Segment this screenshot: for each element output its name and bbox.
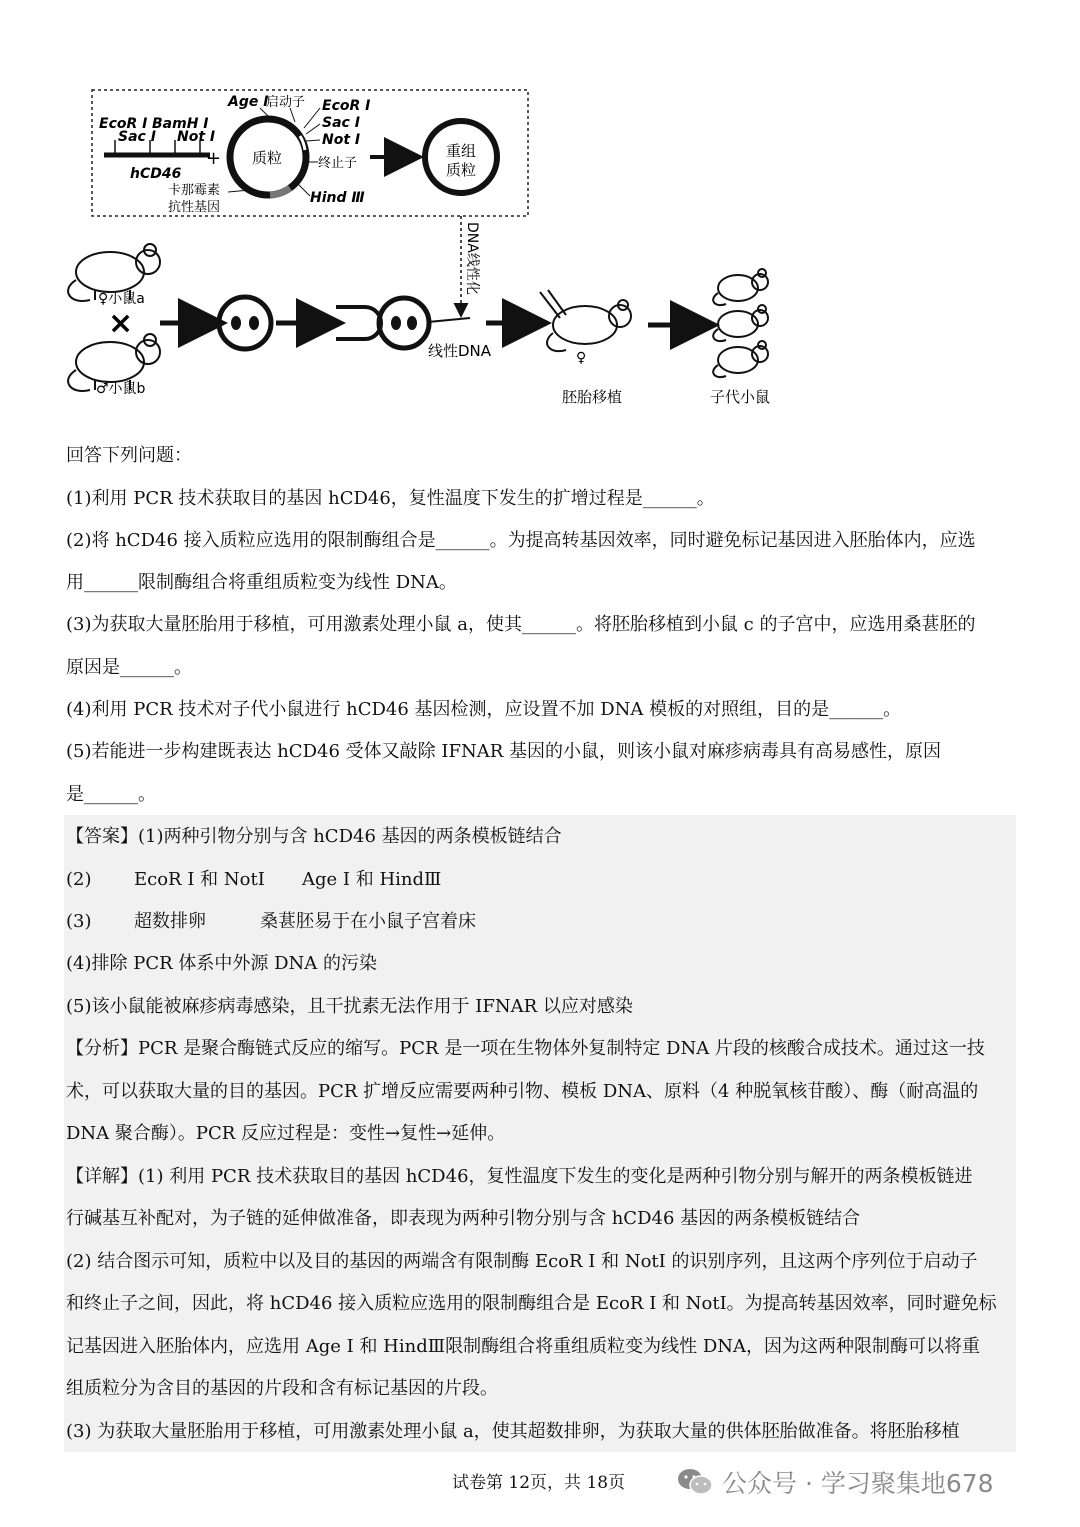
detail-line4: 和终止子之间，因此，将 hCD46 接入质粒应选用的限制酶组合是 EcoR Ⅰ 和 NotI。为提高转基因效率，同时避免标 bbox=[66, 1293, 997, 1314]
watermark bbox=[676, 1464, 994, 1500]
terminator-label: 终止子 bbox=[318, 156, 358, 171]
answer-3-part2: 桑葚胚易于在小鼠子宫着床 bbox=[260, 911, 476, 932]
injection-needle bbox=[428, 318, 470, 322]
enzyme-label-sac1-right: Sac Ⅰ bbox=[322, 115, 360, 131]
plasmid-label: 质粒 bbox=[252, 149, 283, 167]
enzyme-label-ecor1-left: EcoR Ⅰ bbox=[99, 116, 148, 132]
question-3-line1: (3)为获取大量胚胎用于移植，可用激素处理小鼠 a，使其______。将胚胎移植到小鼠 c 的子宫中，应选用桑葚胚的 bbox=[66, 614, 976, 635]
watermark-text: 公众号 · 学习聚集地678 bbox=[722, 1469, 994, 1498]
question-5-line1: (5)若能进一步构建既表达 hCD46 受体又敲除 IFNAR 基因的小鼠，则该小鼠对麻疹病毒具有高易感性，原因 bbox=[66, 741, 941, 762]
analysis-line1: 【分析】PCR 是聚合酶链式反应的缩写。PCR 是一项在生物体外复制特定 DNA 片段的核酸合成技术。通过这一技 bbox=[66, 1038, 985, 1059]
detail-line6: 组质粒分为含目的基因的片段和含有标记基因的片段。 bbox=[66, 1378, 498, 1399]
mouse-b-label: ♂小鼠b bbox=[96, 381, 146, 397]
injected-zygote bbox=[379, 298, 429, 348]
recombinant-label-line1: 重组 bbox=[446, 142, 477, 160]
transfer-label: 胚胎移植 bbox=[562, 388, 623, 406]
answer-3 bbox=[66, 910, 476, 934]
analysis-line3: DNA 聚合酶）。PCR 反应过程是：变性→复性→延伸。 bbox=[66, 1123, 506, 1144]
pipette-holder bbox=[336, 307, 381, 339]
page-footer bbox=[0, 1464, 1080, 1504]
answer-3-number: (3) bbox=[66, 911, 92, 932]
enzyme-label-not1-left: Not Ⅰ bbox=[177, 129, 216, 145]
offspring-label: 子代小鼠 bbox=[710, 388, 771, 406]
kana-label-line1: 卡那霉素 bbox=[168, 183, 221, 198]
mouse-a-label: ♀小鼠a bbox=[98, 291, 145, 307]
analysis-line2: 术，可以获取大量的目的基因。PCR 扩增反应需要两种引物、模板 DNA、原料（4 种脱氧核苷酸）、酶（耐高温的 bbox=[66, 1081, 979, 1102]
age1-label: Age Ⅰ bbox=[228, 94, 269, 110]
recipient-mouse-icon bbox=[540, 290, 631, 351]
answer-2-part1: EcoR Ⅰ 和 NotI bbox=[134, 869, 265, 890]
recombinant-label-line2: 质粒 bbox=[446, 161, 477, 179]
question-3-line2: 原因是______。 bbox=[66, 657, 192, 678]
cross-symbol: × bbox=[108, 306, 134, 341]
enzyme-label-ecor1-right: EcoR Ⅰ bbox=[322, 98, 371, 114]
questions-intro: 回答下列问题： bbox=[66, 445, 192, 466]
page-number: 试卷第 12页，共 18页 bbox=[452, 1473, 626, 1493]
plus-sign: + bbox=[206, 148, 222, 169]
linearization-label: DNA线性化 bbox=[464, 222, 480, 295]
answer-3-part1: 超数排卵 bbox=[134, 911, 206, 932]
recipient-female-symbol: ♀ bbox=[576, 350, 587, 366]
detail-line5: 记基因进入胚胎体内，应选用 Age Ⅰ 和 HindⅢ限制酶组合将重组质粒变为线性 DNA，因为这两种限制酶可以将重 bbox=[66, 1336, 980, 1357]
promoter-label: 启动子 bbox=[266, 95, 306, 110]
experiment-diagram bbox=[0, 0, 1080, 420]
detail-line2: 行碱基互补配对，为子链的延伸做准备，即表现为两种引物分别与含 hCD46 基因的两条模板链结合 bbox=[66, 1208, 861, 1229]
question-2-line2: 用______限制酶组合将重组质粒变为线性 DNA。 bbox=[66, 572, 457, 593]
question-5-line2: 是______。 bbox=[66, 784, 156, 805]
question-1: (1)利用 PCR 技术获取目的基因 hCD46，复性温度下发生的扩增过程是______。 bbox=[66, 488, 715, 509]
enzyme-label-sac1-left: Sac Ⅰ bbox=[118, 129, 156, 145]
linear-dna-label: 线性DNA bbox=[428, 342, 492, 360]
answer-1: 【答案】(1)两种引物分别与含 hCD46 基因的两条模板链结合 bbox=[66, 826, 562, 847]
gene-label: hCD46 bbox=[130, 166, 182, 182]
enzyme-label-bamh1: BamH Ⅰ bbox=[152, 116, 209, 132]
question-4: (4)利用 PCR 技术对子代小鼠进行 hCD46 基因检测，应设置不加 DNA 模板的对照组，目的是______。 bbox=[66, 699, 902, 720]
answer-5: (5)该小鼠能被麻疹病毒感染，且干扰素无法作用于 IFNAR 以应对感染 bbox=[66, 996, 633, 1017]
answer-2-number: (2) bbox=[66, 869, 92, 890]
question-2-line1: (2)将 hCD46 接入质粒应选用的限制酶组合是______。为提高转基因效率，同时避免标记基因进入胚胎体内，应选 bbox=[66, 530, 976, 551]
answer-2-part2: Age Ⅰ 和 HindⅢ bbox=[302, 869, 442, 890]
wechat-icon bbox=[676, 1467, 714, 1497]
offspring-mice-icon bbox=[713, 269, 768, 377]
answer-4: (4)排除 PCR 体系中外源 DNA 的污染 bbox=[66, 953, 377, 974]
zygote-cell bbox=[219, 297, 271, 349]
detail-line3: (2) 结合图示可知，质粒中以及目的基因的两端含有限制酶 EcoR Ⅰ 和 NotI 的识别序列，且这两个序列位于启动子 bbox=[66, 1251, 978, 1272]
answer-2 bbox=[66, 868, 441, 892]
hind3-label: Hind Ⅲ bbox=[310, 190, 365, 206]
detail-line7: (3) 为获取大量胚胎用于移植，可用激素处理小鼠 a，使其超数排卵，为获取大量的供体胚胎做准备。将胚胎移植 bbox=[66, 1421, 960, 1442]
detail-line1: 【详解】(1) 利用 PCR 技术获取目的基因 hCD46，复性温度下发生的变化是两种引物分别与解开的两条模板链进 bbox=[66, 1166, 973, 1187]
kana-label-line2: 抗性基因 bbox=[168, 200, 221, 215]
enzyme-label-not1-right: Not Ⅰ bbox=[322, 132, 361, 148]
